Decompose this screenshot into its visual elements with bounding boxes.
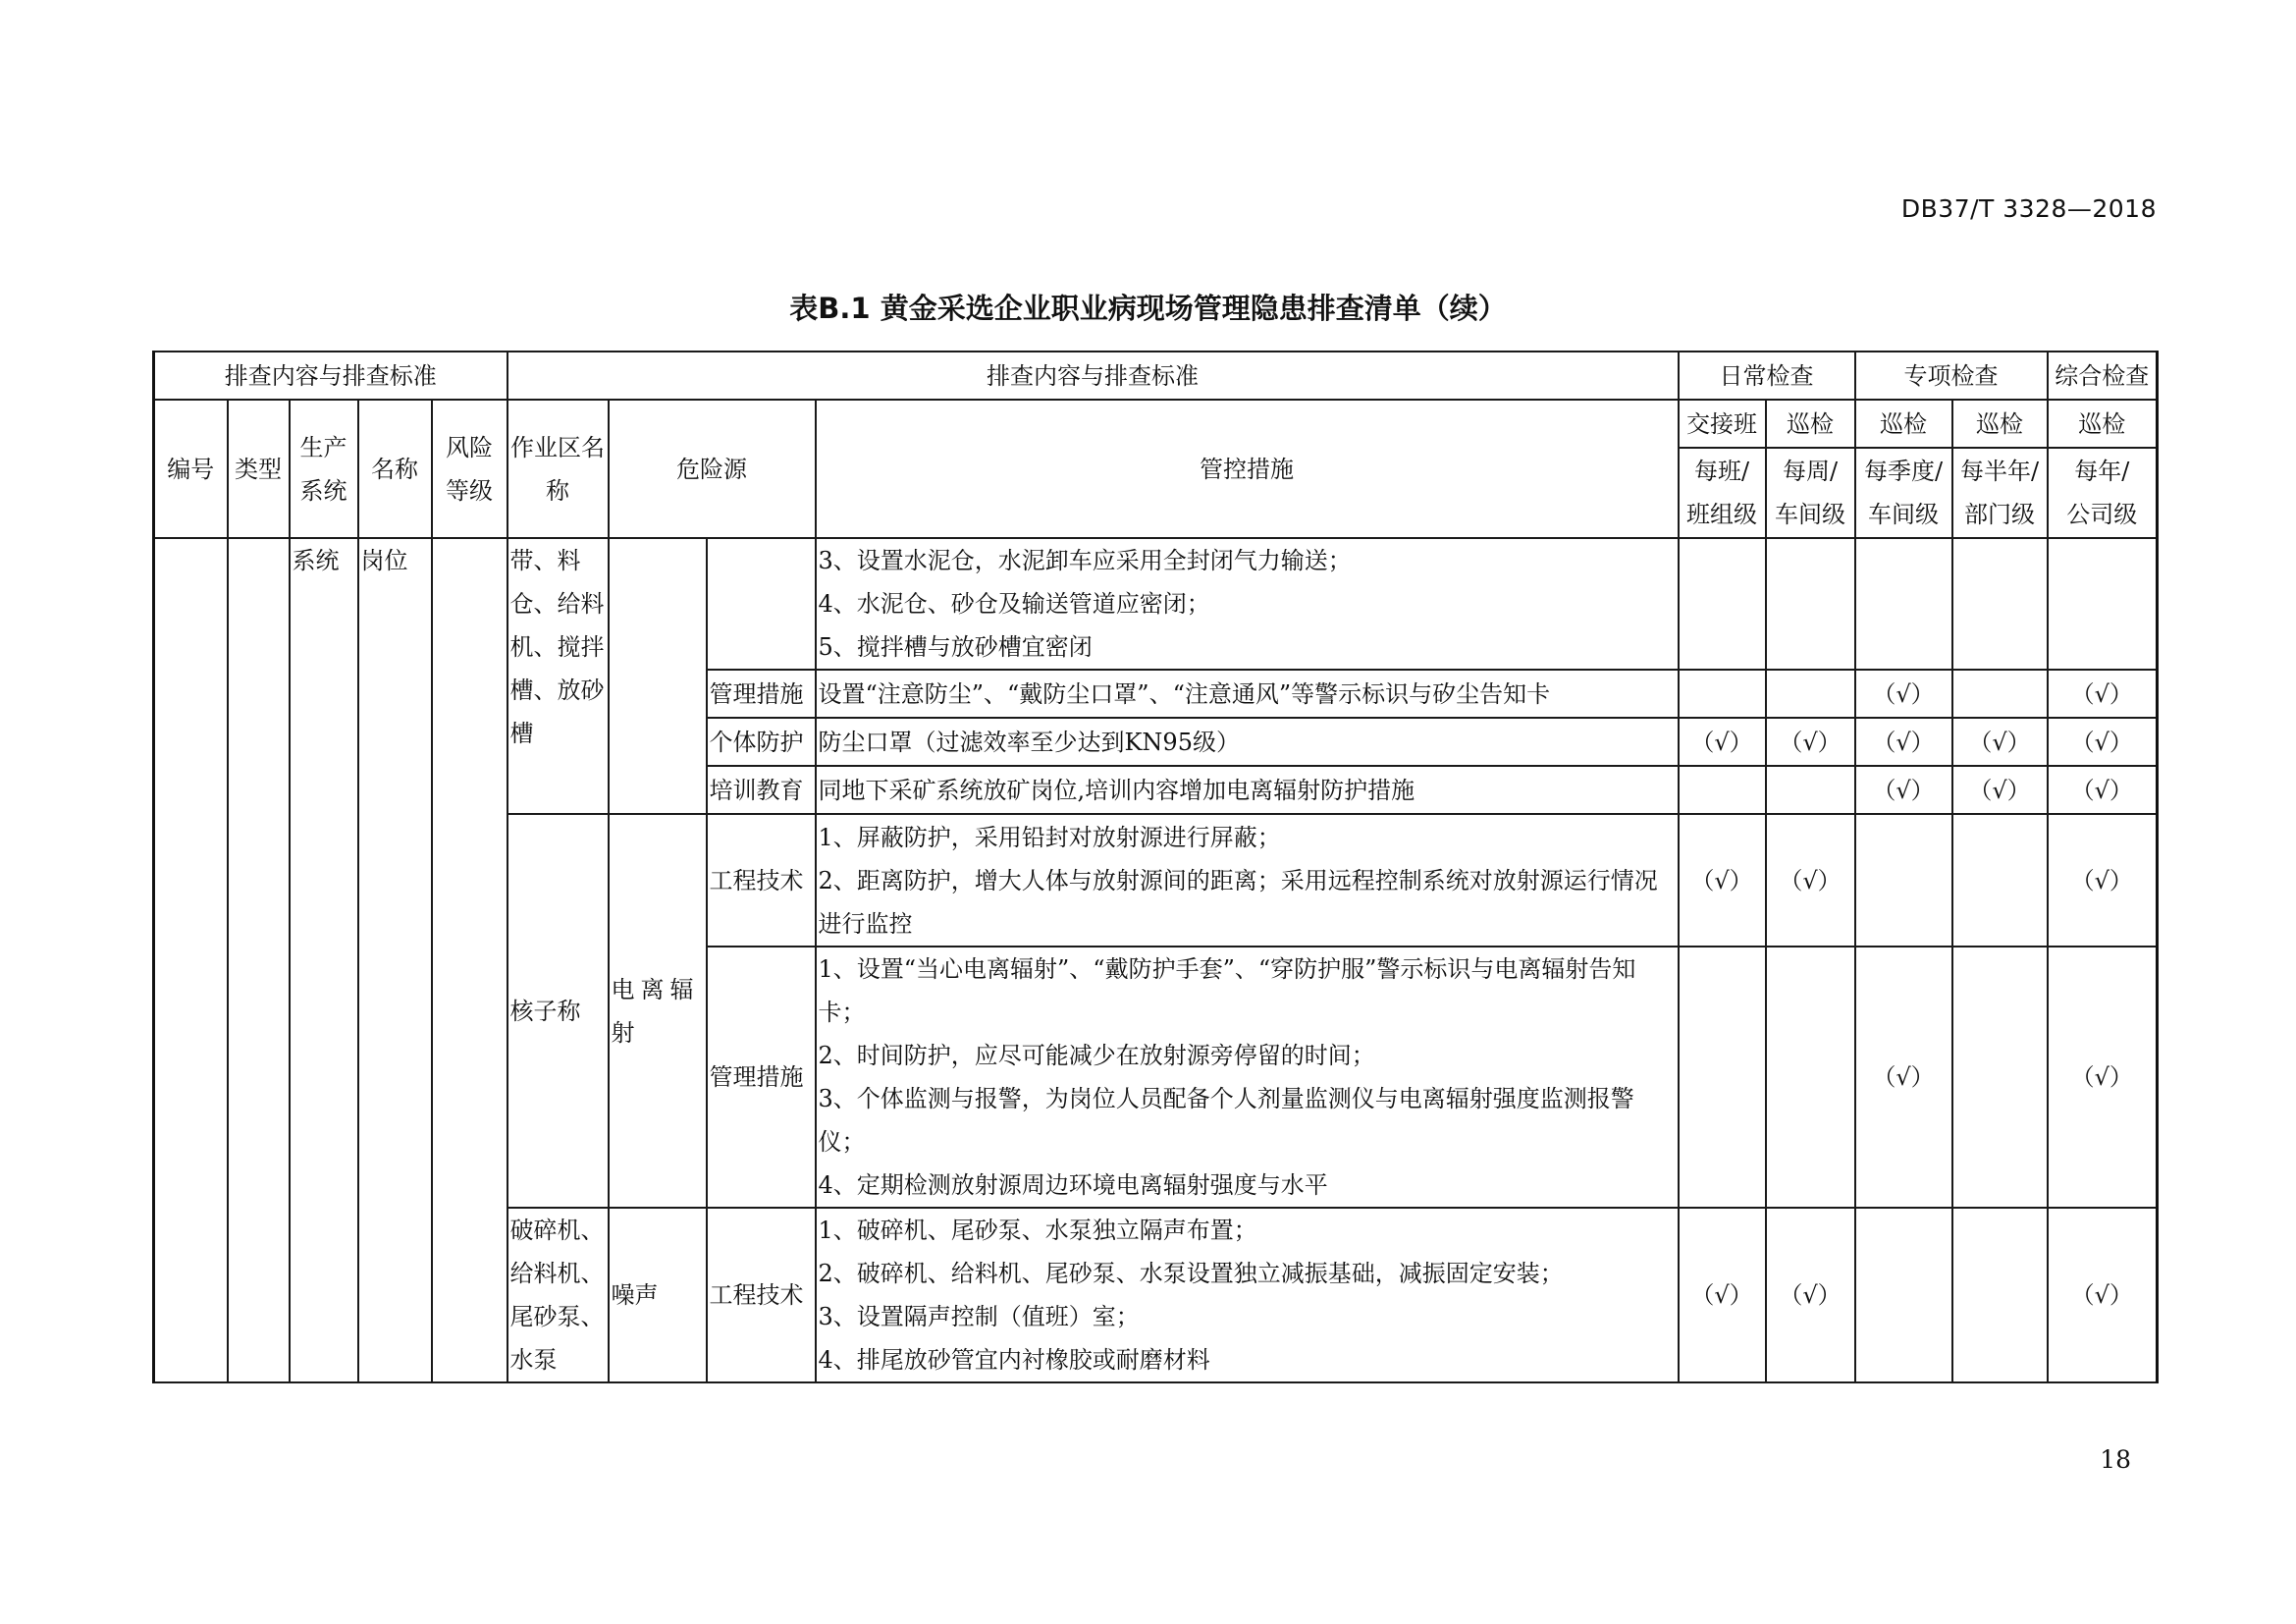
cell-measure-type: 工程技术 bbox=[707, 814, 816, 947]
cell-measure-content: 3、设置水泥仓，水泥卸车应采用全封闭气力输送； 4、水泥仓、砂仓及输送管道应密闭； 5、搅拌槽与放砂槽宜密闭 bbox=[816, 538, 1679, 670]
header-special-check: 专项检查 bbox=[1855, 352, 2048, 400]
cell-check-quarterly: （√） bbox=[1855, 670, 1952, 718]
header-col-risk-level: 风险等级 bbox=[432, 400, 507, 538]
table-title: 表B.1 黄金采选企业职业病现场管理隐患排查清单（续） bbox=[789, 292, 1507, 325]
table-row bbox=[154, 538, 2158, 670]
cell-check-weekly: （√） bbox=[1766, 1208, 1855, 1382]
cell-check-semiannual bbox=[1952, 947, 2048, 1208]
cell-check-shift bbox=[1679, 670, 1766, 718]
cell-check-shift bbox=[1679, 766, 1766, 814]
cell-check-weekly bbox=[1766, 766, 1855, 814]
cell-system: 系统 bbox=[290, 538, 358, 1382]
cell-work-area: 核子称 bbox=[507, 814, 609, 1208]
cell-name: 岗位 bbox=[358, 538, 432, 1382]
header-col-control-measures: 管控措施 bbox=[816, 400, 1679, 538]
cell-work-area: 带、料仓、给料机、搅拌槽、放砂槽 bbox=[507, 538, 609, 814]
cell-check-semiannual: （√） bbox=[1952, 718, 2048, 766]
cell-hazard: 电离辐射 bbox=[609, 814, 707, 1208]
cell-check-yearly: （√） bbox=[2048, 814, 2158, 947]
header-special-patrol-semiannual: 巡检 bbox=[1952, 400, 2048, 448]
cell-measure-type: 管理措施 bbox=[707, 947, 816, 1208]
cell-measure-content: 同地下采矿系统放矿岗位,培训内容增加电离辐射防护措施 bbox=[816, 766, 1679, 814]
header-col-name: 名称 bbox=[358, 400, 432, 538]
header-freq-quarterly: 每季度/ 车间级 bbox=[1855, 448, 1952, 538]
cell-check-yearly bbox=[2048, 538, 2158, 670]
cell-check-quarterly bbox=[1855, 1208, 1952, 1382]
header-col-work-area: 作业区名称 bbox=[507, 400, 609, 538]
header-col-system: 生产系统 bbox=[290, 400, 358, 538]
cell-measure-type: 管理措施 bbox=[707, 670, 816, 718]
cell-risk-level bbox=[432, 538, 507, 1382]
header-col-hazard: 危险源 bbox=[609, 400, 816, 538]
header-freq-semiannual: 每半年/ 部门级 bbox=[1952, 448, 2048, 538]
header-daily-patrol: 巡检 bbox=[1766, 400, 1855, 448]
cell-check-yearly: （√） bbox=[2048, 718, 2158, 766]
cell-measure-type: 工程技术 bbox=[707, 1208, 816, 1382]
cell-check-quarterly: （√） bbox=[1855, 766, 1952, 814]
cell-measure-content: 1、屏蔽防护，采用铅封对放射源进行屏蔽； 2、距离防护，增大人体与放射源间的距离；采用远程控制系统对放射源运行情况进行监控 bbox=[816, 814, 1679, 947]
cell-check-shift: （√） bbox=[1679, 814, 1766, 947]
cell-check-weekly bbox=[1766, 670, 1855, 718]
cell-check-shift bbox=[1679, 538, 1766, 670]
cell-check-semiannual bbox=[1952, 670, 2048, 718]
cell-check-weekly bbox=[1766, 538, 1855, 670]
cell-check-weekly: （√） bbox=[1766, 814, 1855, 947]
cell-check-weekly: （√） bbox=[1766, 718, 1855, 766]
header-freq-weekly: 每周/ 车间级 bbox=[1766, 448, 1855, 538]
cell-check-shift bbox=[1679, 947, 1766, 1208]
header-freq-yearly: 每年/ 公司级 bbox=[2048, 448, 2158, 538]
cell-measure-content: 1、设置“当心电离辐射”、“戴防护手套”、“穿防护服”警示标识与电离辐射告知卡； 2、时间防护，应尽可能减少在放射源旁停留的时间； 3、个体监测与报警，为岗位人员配备个人剂量监测仪与电离辐射强度监测报警仪； 4、定期检测放射源周边环境电离辐射强度与水平 bbox=[816, 947, 1679, 1208]
cell-check-semiannual: （√） bbox=[1952, 766, 2048, 814]
header-shift-handover: 交接班 bbox=[1679, 400, 1766, 448]
header-comprehensive-check: 综合检查 bbox=[2048, 352, 2158, 400]
document-code: DB37/T 3328—2018 bbox=[1900, 194, 2157, 223]
cell-check-quarterly bbox=[1855, 538, 1952, 670]
header-group-middle: 排查内容与排查标准 bbox=[507, 352, 1679, 400]
cell-hazard bbox=[609, 538, 707, 814]
header-daily-check: 日常检查 bbox=[1679, 352, 1855, 400]
cell-check-yearly: （√） bbox=[2048, 766, 2158, 814]
cell-measure-content: 1、破碎机、尾砂泵、水泵独立隔声布置； 2、破碎机、给料机、尾砂泵、水泵设置独立减振基础，减振固定安装； 3、设置隔声控制（值班）室； 4、排尾放砂管宜内衬橡胶或耐磨材料 bbox=[816, 1208, 1679, 1382]
cell-check-quarterly: （√） bbox=[1855, 718, 1952, 766]
cell-measure-type bbox=[707, 538, 816, 670]
header-comprehensive-patrol: 巡检 bbox=[2048, 400, 2158, 448]
header-row-methods bbox=[154, 400, 2158, 448]
cell-hazard: 噪声 bbox=[609, 1208, 707, 1382]
cell-measure-type: 个体防护 bbox=[707, 718, 816, 766]
header-group-left: 排查内容与排查标准 bbox=[154, 352, 507, 400]
header-row-groups bbox=[154, 352, 2158, 400]
page-number: 18 bbox=[2100, 1445, 2131, 1474]
cell-check-semiannual bbox=[1952, 814, 2048, 947]
cell-check-shift: （√） bbox=[1679, 1208, 1766, 1382]
header-freq-per-shift: 每班/ 班组级 bbox=[1679, 448, 1766, 538]
header-col-number: 编号 bbox=[154, 400, 228, 538]
cell-measure-type: 培训教育 bbox=[707, 766, 816, 814]
cell-check-yearly: （√） bbox=[2048, 947, 2158, 1208]
cell-measure-content: 防尘口罩（过滤效率至少达到KN95级） bbox=[816, 718, 1679, 766]
cell-measure-content: 设置“注意防尘”、“戴防尘口罩”、“注意通风”等警示标识与矽尘告知卡 bbox=[816, 670, 1679, 718]
header-col-type: 类型 bbox=[228, 400, 290, 538]
cell-type bbox=[228, 538, 290, 1382]
cell-check-weekly bbox=[1766, 947, 1855, 1208]
hazard-checklist-table bbox=[152, 351, 2159, 1383]
cell-check-semiannual bbox=[1952, 538, 2048, 670]
cell-check-yearly: （√） bbox=[2048, 1208, 2158, 1382]
cell-check-yearly: （√） bbox=[2048, 670, 2158, 718]
header-special-patrol-quarterly: 巡检 bbox=[1855, 400, 1952, 448]
cell-check-shift: （√） bbox=[1679, 718, 1766, 766]
cell-number bbox=[154, 538, 228, 1382]
cell-work-area: 破碎机、给料机、尾砂泵、水泵 bbox=[507, 1208, 609, 1382]
cell-check-quarterly: （√） bbox=[1855, 947, 1952, 1208]
cell-check-quarterly bbox=[1855, 814, 1952, 947]
cell-check-semiannual bbox=[1952, 1208, 2048, 1382]
